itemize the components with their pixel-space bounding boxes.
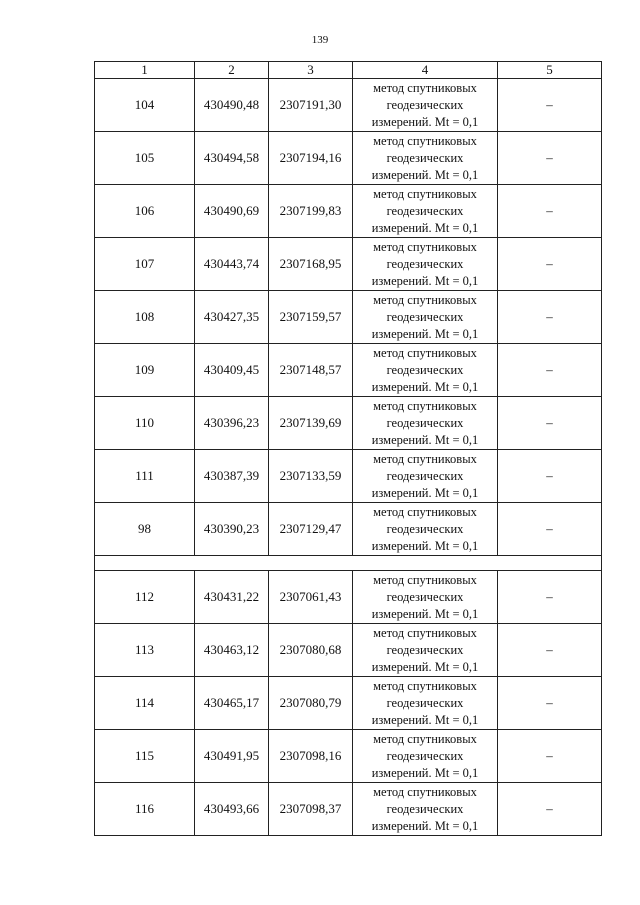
x-coordinate-cell: 430463,12 xyxy=(195,624,269,677)
point-number-cell: 106 xyxy=(95,185,195,238)
table-row xyxy=(95,730,602,783)
x-coordinate-cell: 430396,23 xyxy=(195,397,269,450)
x-coordinate-cell: 430387,39 xyxy=(195,450,269,503)
method-line: метод спутниковых xyxy=(373,451,477,466)
point-number-cell: 111 xyxy=(95,450,195,503)
method-cell xyxy=(353,677,498,730)
method-line: измерений. Mt = 0,1 xyxy=(371,485,479,500)
method-line: метод спутниковых xyxy=(373,292,477,307)
method-line: измерений. Mt = 0,1 xyxy=(371,167,479,182)
point-number-cell: 116 xyxy=(95,783,195,836)
table-row xyxy=(95,238,602,291)
y-coordinate-cell: 2307080,79 xyxy=(269,677,353,730)
coordinates-table xyxy=(94,61,602,836)
note-cell: – xyxy=(498,291,602,344)
x-coordinate-cell: 430490,48 xyxy=(195,79,269,132)
method-line: метод спутниковых xyxy=(373,784,477,799)
method-cell xyxy=(353,238,498,291)
method-cell xyxy=(353,79,498,132)
point-number-cell: 105 xyxy=(95,132,195,185)
table-row xyxy=(95,132,602,185)
point-number-cell: 112 xyxy=(95,571,195,624)
note-cell: – xyxy=(498,624,602,677)
method-line: геодезических xyxy=(386,695,464,710)
y-coordinate-cell: 2307159,57 xyxy=(269,291,353,344)
method-line: измерений. Mt = 0,1 xyxy=(371,273,479,288)
y-coordinate-cell: 2307061,43 xyxy=(269,571,353,624)
method-line: геодезических xyxy=(386,150,464,165)
note-cell: – xyxy=(498,79,602,132)
separator-cell xyxy=(95,556,602,571)
y-coordinate-cell: 2307191,30 xyxy=(269,79,353,132)
x-coordinate-cell: 430390,23 xyxy=(195,503,269,556)
header-cell: 1 xyxy=(95,62,195,79)
method-line: геодезических xyxy=(386,642,464,657)
note-cell: – xyxy=(498,503,602,556)
table-row xyxy=(95,624,602,677)
table-row xyxy=(95,503,602,556)
method-line: метод спутниковых xyxy=(373,80,477,95)
x-coordinate-cell: 430491,95 xyxy=(195,730,269,783)
method-cell xyxy=(353,185,498,238)
point-number-cell: 109 xyxy=(95,344,195,397)
y-coordinate-cell: 2307133,59 xyxy=(269,450,353,503)
method-line: геодезических xyxy=(386,589,464,604)
method-cell xyxy=(353,730,498,783)
method-line: измерений. Mt = 0,1 xyxy=(371,606,479,621)
method-line: метод спутниковых xyxy=(373,731,477,746)
note-cell: – xyxy=(498,185,602,238)
point-number-cell: 115 xyxy=(95,730,195,783)
method-cell xyxy=(353,783,498,836)
method-line: измерений. Mt = 0,1 xyxy=(371,114,479,129)
method-cell xyxy=(353,291,498,344)
y-coordinate-cell: 2307080,68 xyxy=(269,624,353,677)
method-line: измерений. Mt = 0,1 xyxy=(371,220,479,235)
method-line: измерений. Mt = 0,1 xyxy=(371,659,479,674)
page-number: 139 xyxy=(311,34,329,46)
method-line: метод спутниковых xyxy=(373,625,477,640)
table-row xyxy=(95,783,602,836)
x-coordinate-cell: 430409,45 xyxy=(195,344,269,397)
y-coordinate-cell: 2307098,37 xyxy=(269,783,353,836)
table-row xyxy=(95,291,602,344)
method-line: измерений. Mt = 0,1 xyxy=(371,326,479,341)
x-coordinate-cell: 430494,58 xyxy=(195,132,269,185)
method-line: измерений. Mt = 0,1 xyxy=(371,432,479,447)
table-row xyxy=(95,185,602,238)
table-row xyxy=(95,571,602,624)
header-cell: 2 xyxy=(195,62,269,79)
note-cell: – xyxy=(498,450,602,503)
x-coordinate-cell: 430493,66 xyxy=(195,783,269,836)
method-line: геодезических xyxy=(386,203,464,218)
method-line: метод спутниковых xyxy=(373,398,477,413)
method-line: геодезических xyxy=(386,468,464,483)
method-line: измерений. Mt = 0,1 xyxy=(371,379,479,394)
point-number-cell: 107 xyxy=(95,238,195,291)
method-line: геодезических xyxy=(386,362,464,377)
table-row xyxy=(95,397,602,450)
note-cell: – xyxy=(498,730,602,783)
method-line: геодезических xyxy=(386,97,464,112)
note-cell: – xyxy=(498,238,602,291)
method-line: геодезических xyxy=(386,415,464,430)
method-line: метод спутниковых xyxy=(373,133,477,148)
method-cell xyxy=(353,344,498,397)
header-cell: 5 xyxy=(498,62,602,79)
table-header-row xyxy=(95,62,602,79)
x-coordinate-cell: 430427,35 xyxy=(195,291,269,344)
method-cell xyxy=(353,397,498,450)
note-cell: – xyxy=(498,571,602,624)
y-coordinate-cell: 2307168,95 xyxy=(269,238,353,291)
method-line: измерений. Mt = 0,1 xyxy=(371,818,479,833)
separator-row xyxy=(95,556,602,571)
method-line: измерений. Mt = 0,1 xyxy=(371,712,479,727)
table-row xyxy=(95,677,602,730)
table-row xyxy=(95,79,602,132)
table-row xyxy=(95,344,602,397)
method-line: геодезических xyxy=(386,256,464,271)
note-cell: – xyxy=(498,677,602,730)
method-line: метод спутниковых xyxy=(373,572,477,587)
method-line: метод спутниковых xyxy=(373,186,477,201)
method-line: геодезических xyxy=(386,521,464,536)
point-number-cell: 110 xyxy=(95,397,195,450)
method-line: геодезических xyxy=(386,309,464,324)
note-cell: – xyxy=(498,132,602,185)
x-coordinate-cell: 430443,74 xyxy=(195,238,269,291)
method-cell xyxy=(353,132,498,185)
point-number-cell: 104 xyxy=(95,79,195,132)
method-cell xyxy=(353,571,498,624)
method-line: геодезических xyxy=(386,801,464,816)
x-coordinate-cell: 430431,22 xyxy=(195,571,269,624)
header-cell: 4 xyxy=(353,62,498,79)
table-row xyxy=(95,450,602,503)
y-coordinate-cell: 2307098,16 xyxy=(269,730,353,783)
method-cell xyxy=(353,450,498,503)
y-coordinate-cell: 2307199,83 xyxy=(269,185,353,238)
note-cell: – xyxy=(498,344,602,397)
x-coordinate-cell: 430490,69 xyxy=(195,185,269,238)
x-coordinate-cell: 430465,17 xyxy=(195,677,269,730)
method-line: метод спутниковых xyxy=(373,504,477,519)
note-cell: – xyxy=(498,783,602,836)
method-line: метод спутниковых xyxy=(373,678,477,693)
method-line: измерений. Mt = 0,1 xyxy=(371,765,479,780)
header-cell: 3 xyxy=(269,62,353,79)
point-number-cell: 113 xyxy=(95,624,195,677)
method-line: метод спутниковых xyxy=(373,345,477,360)
y-coordinate-cell: 2307194,16 xyxy=(269,132,353,185)
y-coordinate-cell: 2307129,47 xyxy=(269,503,353,556)
y-coordinate-cell: 2307139,69 xyxy=(269,397,353,450)
point-number-cell: 98 xyxy=(95,503,195,556)
point-number-cell: 108 xyxy=(95,291,195,344)
method-line: метод спутниковых xyxy=(373,239,477,254)
method-cell xyxy=(353,624,498,677)
method-line: геодезических xyxy=(386,748,464,763)
note-cell: – xyxy=(498,397,602,450)
point-number-cell: 114 xyxy=(95,677,195,730)
method-line: измерений. Mt = 0,1 xyxy=(371,538,479,553)
method-cell xyxy=(353,503,498,556)
y-coordinate-cell: 2307148,57 xyxy=(269,344,353,397)
